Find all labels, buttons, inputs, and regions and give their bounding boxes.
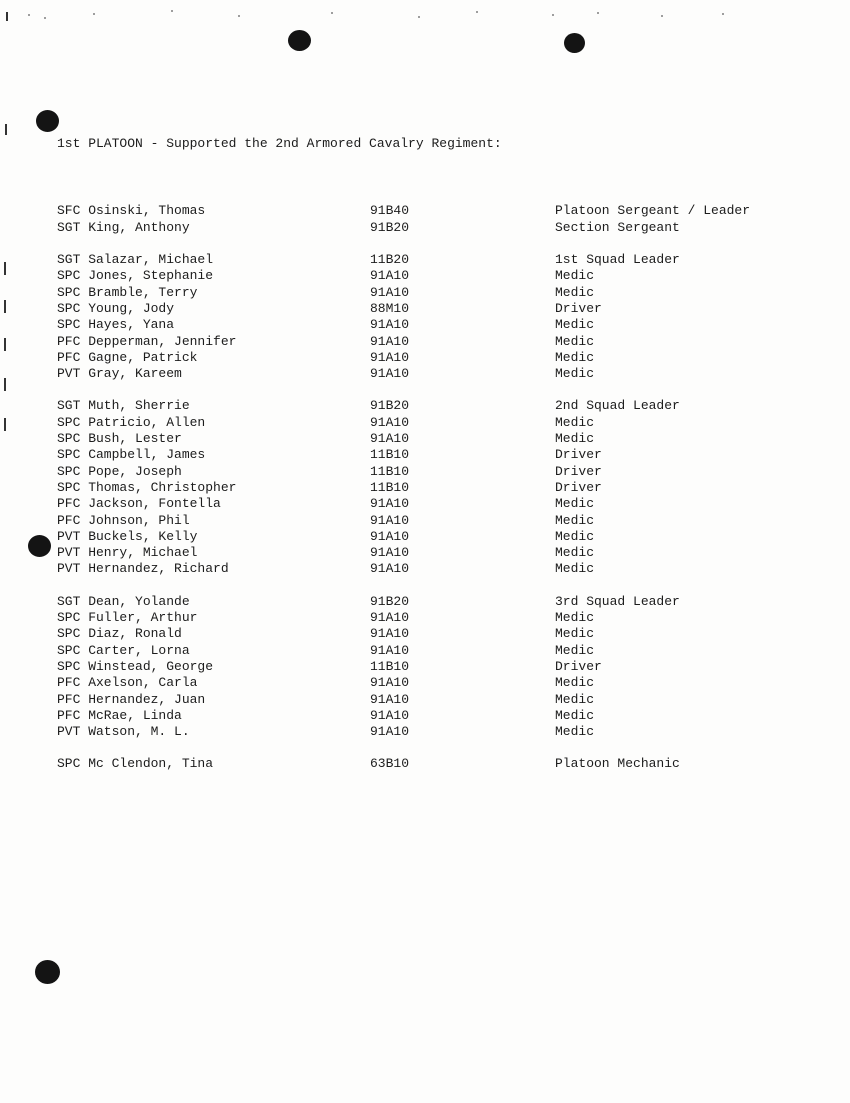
document-title: 1st PLATOON - Supported the 2nd Armored Cavalry Regiment: [57,135,502,151]
ink-blot-mark [28,535,51,557]
roster-row [57,252,817,268]
cell-mos: 91A10 [370,642,410,658]
cell-name: SPC Hayes, Yana [57,317,175,333]
edge-mark [5,124,7,135]
cell-name: PFC Hernandez, Juan [57,691,206,707]
roster-group [57,398,817,577]
cell-role: Medic [555,496,595,512]
cell-role: Driver [555,447,602,463]
cell-role: Driver [555,300,602,316]
roster [57,203,817,772]
cell-role: Medic [555,626,595,642]
cell-role: Medic [555,707,595,723]
ink-blot-mark [35,960,60,984]
cell-role: Medic [555,512,595,528]
cell-name: SGT Muth, Sherrie [57,398,190,414]
cell-role: Section Sergeant [555,219,680,235]
cell-role: Medic [555,528,595,544]
roster-row [57,317,817,333]
cell-mos: 11B10 [370,463,410,479]
cell-name: PVT Watson, M. L. [57,724,190,740]
cell-role: Driver [555,479,602,495]
cell-mos: 91B20 [370,219,410,235]
cell-name: SPC Bush, Lester [57,431,182,447]
roster-row [57,626,817,642]
cell-role: 2nd Squad Leader [555,398,680,414]
roster-group [57,203,817,236]
cell-name: PFC Jackson, Fontella [57,496,221,512]
cell-mos: 91A10 [370,675,410,691]
cell-role: Medic [555,333,595,349]
cell-mos: 63B10 [370,756,410,772]
scan-speck [722,13,724,15]
cell-role: Medic [555,561,595,577]
scan-speck [331,12,333,14]
roster-row [57,268,817,284]
cell-name: SPC Jones, Stephanie [57,268,214,284]
scan-speck [552,14,554,16]
cell-role: Medic [555,268,595,284]
cell-role: Medic [555,642,595,658]
cell-mos: 91A10 [370,626,410,642]
edge-mark [4,418,6,431]
roster-row [57,366,817,382]
scan-speck [44,17,46,19]
scan-speck [597,12,599,14]
roster-row [57,447,817,463]
cell-name: PVT Gray, Kareem [57,366,182,382]
cell-role: Medic [555,545,595,561]
cell-role: 1st Squad Leader [555,252,680,268]
cell-role: 3rd Squad Leader [555,593,680,609]
cell-role: Driver [555,463,602,479]
cell-role: Platoon Sergeant / Leader [555,203,751,219]
roster-row [57,561,817,577]
cell-role: Medic [555,610,595,626]
cell-name: SPC Fuller, Arthur [57,610,198,626]
scan-speck [418,16,420,18]
cell-mos: 91A10 [370,496,410,512]
roster-row [57,398,817,414]
edge-mark [4,378,6,391]
cell-name: PFC Depperman, Jennifer [57,333,237,349]
roster-row [57,203,817,219]
cell-mos: 11B20 [370,252,410,268]
scan-speck [476,11,478,13]
cell-mos: 11B10 [370,658,410,674]
edge-mark [4,262,6,275]
cell-mos: 91A10 [370,512,410,528]
cell-mos: 91A10 [370,545,410,561]
cell-name: PFC Johnson, Phil [57,512,190,528]
roster-row [57,643,817,659]
cell-role: Medic [555,675,595,691]
cell-name: SPC Mc Clendon, Tina [57,756,214,772]
cell-name: PFC Gagne, Patrick [57,349,198,365]
scan-speck [171,10,173,12]
cell-name: PFC Axelson, Carla [57,675,198,691]
cell-name: SPC Pope, Joseph [57,463,182,479]
cell-mos: 91A10 [370,691,410,707]
roster-row [57,334,817,350]
cell-mos: 91A10 [370,333,410,349]
cell-role: Medic [555,691,595,707]
cell-mos: 91A10 [370,610,410,626]
cell-name: PVT Buckels, Kelly [57,528,198,544]
cell-mos: 91A10 [370,561,410,577]
roster-row [57,756,817,772]
roster-row [57,529,817,545]
roster-row [57,431,817,447]
roster-group [57,756,817,772]
roster-row [57,220,817,236]
cell-role: Medic [555,724,595,740]
cell-mos: 11B10 [370,447,410,463]
scan-speck [661,15,663,17]
cell-role: Medic [555,349,595,365]
scan-speck [93,13,95,15]
scan-speck [238,15,240,17]
cell-mos: 91A10 [370,724,410,740]
edge-mark [6,12,8,21]
cell-name: SPC Campbell, James [57,447,206,463]
cell-mos: 11B10 [370,479,410,495]
cell-role: Medic [555,414,595,430]
cell-name: PVT Henry, Michael [57,545,198,561]
cell-name: SPC Carter, Lorna [57,642,190,658]
cell-mos: 91A10 [370,349,410,365]
roster-row [57,675,817,691]
cell-role: Medic [555,284,595,300]
cell-name: SPC Diaz, Ronald [57,626,182,642]
cell-role: Platoon Mechanic [555,756,680,772]
scan-speck [28,14,30,16]
cell-role: Driver [555,658,602,674]
roster-row [57,610,817,626]
cell-mos: 91B40 [370,203,410,219]
cell-name: SGT King, Anthony [57,219,190,235]
edge-mark [4,338,6,351]
cell-name: PVT Hernandez, Richard [57,561,229,577]
ink-blot-mark [564,33,585,53]
cell-role: Medic [555,317,595,333]
cell-mos: 91A10 [370,317,410,333]
cell-mos: 91A10 [370,528,410,544]
roster-row [57,594,817,610]
document-body [57,103,817,821]
roster-row [57,496,817,512]
roster-row [57,350,817,366]
roster-row [57,480,817,496]
cell-name: SPC Bramble, Terry [57,284,198,300]
ink-blot-mark [288,30,311,51]
cell-mos: 91A10 [370,366,410,382]
cell-name: SGT Salazar, Michael [57,252,214,268]
roster-row [57,301,817,317]
cell-mos: 91A10 [370,414,410,430]
cell-mos: 91A10 [370,284,410,300]
cell-name: SPC Young, Jody [57,300,175,316]
roster-row [57,692,817,708]
roster-row [57,545,817,561]
cell-mos: 88M10 [370,300,410,316]
cell-name: SPC Thomas, Christopher [57,479,237,495]
roster-row [57,464,817,480]
roster-row [57,659,817,675]
cell-mos: 91A10 [370,431,410,447]
roster-row [57,415,817,431]
roster-row [57,708,817,724]
cell-name: SPC Winstead, George [57,658,214,674]
cell-mos: 91A10 [370,707,410,723]
cell-name: PFC McRae, Linda [57,707,182,723]
ink-blot-mark [36,110,59,132]
cell-name: SPC Patricio, Allen [57,414,206,430]
cell-role: Medic [555,431,595,447]
roster-group [57,594,817,741]
cell-mos: 91B20 [370,398,410,414]
roster-row [57,513,817,529]
roster-row [57,724,817,740]
cell-name: SFC Osinski, Thomas [57,203,206,219]
cell-role: Medic [555,366,595,382]
cell-name: SGT Dean, Yolande [57,593,190,609]
roster-group [57,252,817,382]
edge-mark [4,300,6,313]
cell-mos: 91A10 [370,268,410,284]
roster-row [57,285,817,301]
cell-mos: 91B20 [370,593,410,609]
